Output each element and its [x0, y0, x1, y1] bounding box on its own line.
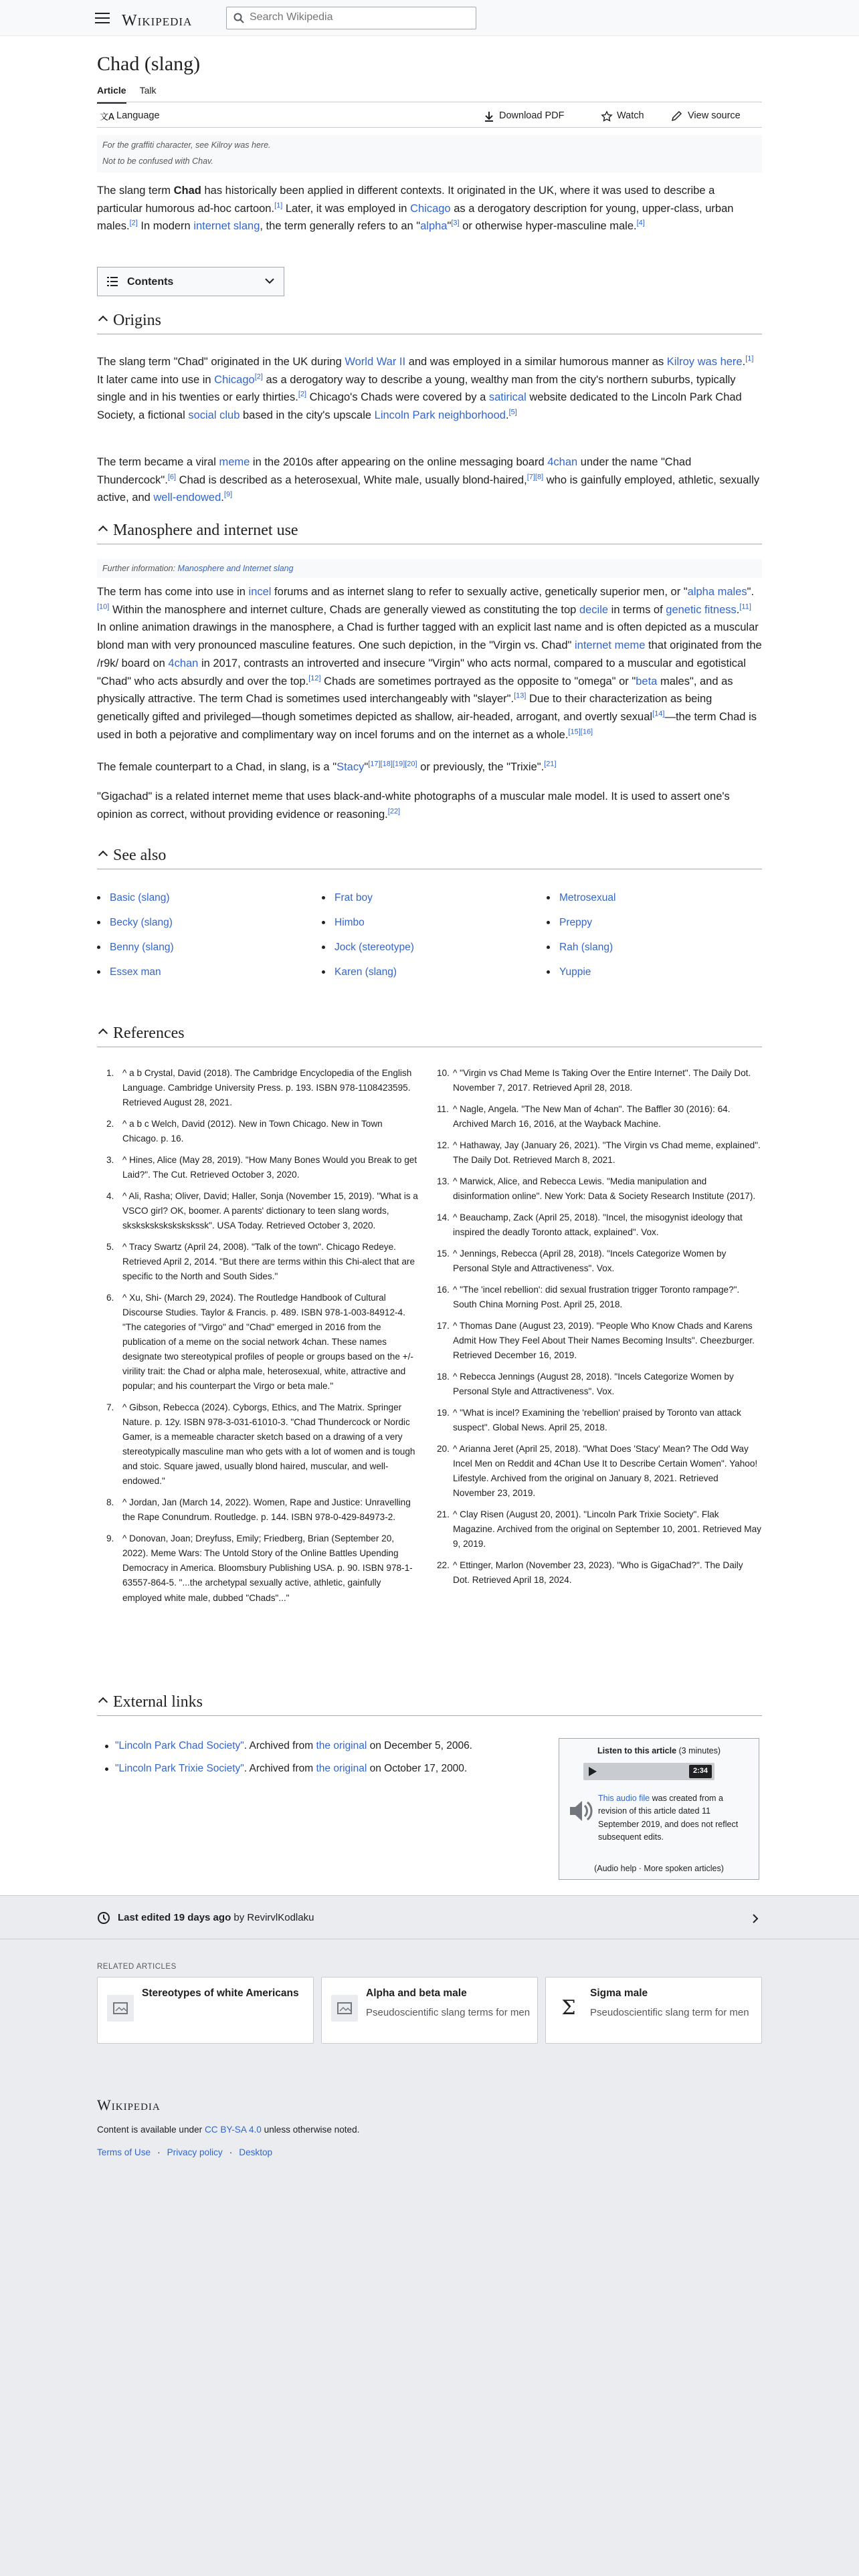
- footer-logo[interactable]: Wikipedia: [97, 2097, 161, 2113]
- reference-item[interactable]: 7. ^ Gibson, Rebecca (2024). Cyborgs, Ethics, and The Matrix. Springer Nature. p. 12y. ISBN 978-3-031-61010-3. "Chad Thundercock or Nordic Gamer, is a memeable character sketch based on a drawing of a very stereotypically masculine man who gets with a lot of women and is tough and stoic. Square jawed, usually blond haired, muscular, and well-endowed.": [106, 1402, 415, 1487]
- see-also-item[interactable]: Benny (slang): [97, 935, 174, 960]
- related-card-desc: Pseudoscientific slang terms for men: [366, 2007, 531, 2018]
- manosphere-paragraph-2: The female counterpart to a Chad, in slang, is a "Stacy"[17][18][19][20] or previously, the "Trixie".[21]: [97, 760, 557, 773]
- play-icon[interactable]: [589, 1767, 597, 1776]
- sigma-icon: Σ: [555, 1995, 582, 2022]
- manosphere-paragraph-3: "Gigachad" is a related internet meme that uses black-and-white photographs of a muscular male model. It is used to assert one's opinion as correct, without providing evidence or reasoning.[22]: [97, 790, 730, 821]
- link-alpha[interactable]: alpha: [420, 220, 448, 233]
- audio-file-link[interactable]: This audio file: [598, 1794, 650, 1803]
- section-heading-manosphere[interactable]: Manosphere and internet use: [97, 520, 762, 544]
- origins-paragraph-1: The slang term "Chad" originated in the UK during World War II and was employed in a similar humorous manner as Kilroy was here.[1] It later came into use in Chicago[2] as a derogatory way to describe a young, wealthy man from the city's northern suburbs, typically single and in his twenties or early thirties.[2] Chicago's Chads were covered by a satirical website dedicated to the Lincoln Park Chad Society, a fictional social club based in the city's upscale Lincoln Park neighborhood.[5]: [97, 354, 754, 422]
- reference-item[interactable]: 17. ^ Thomas Dane (August 23, 2019). "People Who Know Chads and Karens Admit How They Feel About Their Names Becoming Insults". Cheezburger. Retrieved December 16, 2019.: [437, 1321, 755, 1361]
- see-also-item[interactable]: Basic (slang): [97, 885, 174, 910]
- reference-item[interactable]: 4. ^ Ali, Rasha; Oliver, David; Haller, Sonja (November 15, 2019). "What is a VSCO girl? OK, boomer. A parents' dictionary to teen slang words, skskskskskskskskssk". USA Today. Retrieved October 3, 2020.: [106, 1191, 418, 1231]
- tab-talk[interactable]: Talk: [139, 85, 157, 96]
- reference-item[interactable]: 1. ^ a b Crystal, David (2018). The Cambridge Encyclopedia of the English Language. Cambridge University Press. p. 193. ISBN 978-1108423595. Retrieved August 28, 2021.: [106, 1068, 412, 1108]
- related-card[interactable]: [97, 1977, 314, 2044]
- reference-item[interactable]: 15. ^ Jennings, Rebecca (April 28, 2018). "Incels Categorize Women by Personal Style and Attractiveness". Vox.: [437, 1249, 727, 1274]
- contents-list-icon: [107, 277, 118, 286]
- external-links-list: [97, 1735, 472, 1780]
- page-title: Chad (slang): [97, 53, 201, 75]
- related-card-desc: Pseudoscientific slang term for men: [590, 2007, 749, 2018]
- see-also-item[interactable]: Frat boy: [322, 885, 414, 910]
- download-label: Download PDF: [499, 110, 565, 121]
- language-button[interactable]: [100, 108, 160, 124]
- reference-item[interactable]: 14. ^ Beauchamp, Zack (April 25, 2018). "Incel, the misogynist ideology that inspired the deadly Toronto attack, explained". Vox.: [437, 1212, 743, 1238]
- star-icon: [601, 111, 612, 122]
- see-also-item[interactable]: Preppy: [547, 910, 615, 935]
- last-editor: by RevirvlKodlaku: [231, 1912, 314, 1923]
- hatnote-graffiti[interactable]: For the graffiti character, see Kilroy was here.: [102, 140, 271, 150]
- contents-label: Contents: [127, 276, 174, 288]
- link-internet-slang[interactable]: internet slang: [193, 220, 260, 233]
- reference-item[interactable]: 16. ^ "The 'incel rebellion': did sexual frustration trigger Toronto rampage?". South China Morning Post. April 25, 2018.: [437, 1285, 740, 1310]
- reference-item[interactable]: 6. ^ Xu, Shi- (March 29, 2024). The Routledge Handbook of Cultural Discourse Studies. Taylor & Francis. p. 489. ISBN 978-1-003-84912-4. "The categories of "Virgo" and "Chad" emerged in 2016 from the publication of a meme on the social network 4chan. These names designate two stereotypical profiles of people or groups based on the +/- virility trait: the Chad or alpha male, heterosexual, white, attractive and popular; and his counterpart the Virgo or beta male.": [106, 1293, 413, 1392]
- reference-item[interactable]: 20. ^ Arianna Jeret (April 25, 2018). "What Does 'Stacy' Mean? The Odd Way Incel Men on Reddit and 4Chan Use It to Describe Certain Women". Yahoo! Lifestyle. Archived from the original on January 8, 2021. Retrieved November 23, 2019.: [437, 1444, 758, 1499]
- link-chicago[interactable]: Chicago: [410, 202, 451, 215]
- svg-text:文A: 文A: [100, 112, 114, 122]
- see-also-col-1: [97, 885, 174, 984]
- see-also-item[interactable]: Metrosexual: [547, 885, 615, 910]
- reference-item[interactable]: 2. ^ a b c Welch, David (2012). New in Town Chicago. New in Town Chicago. p. 16.: [106, 1119, 383, 1144]
- main-menu-icon[interactable]: [95, 11, 110, 24]
- language-label: Language: [116, 110, 160, 121]
- chevron-down-icon: [265, 278, 274, 285]
- reference-item[interactable]: 10. ^ "Virgin vs Chad Meme Is Taking Over the Entire Internet". The Daily Dot. November 7, 2017. Retrieved April 28, 2018.: [437, 1068, 751, 1093]
- reference-item[interactable]: 9. ^ Donovan, Joan; Dreyfuss, Emily; Friedberg, Brian (September 20, 2022). Meme Wars: The Untold Story of the Online Battles Upending Democracy in America. Bloomsbury Publishing USA. p. 90. ISBN 978-1-63557-864-5. "...the archetypal sexually active, athletic, gainfully employed white male, dubbed "Chads"...": [106, 1533, 413, 1603]
- related-card-title: Sigma male: [590, 1988, 648, 1999]
- chevron-right-icon: [752, 1914, 759, 1923]
- page-toolbar: [97, 102, 762, 128]
- collapse-icon: [98, 1029, 108, 1038]
- related-card-title: Alpha and beta male: [366, 1988, 467, 1999]
- view-source-button[interactable]: [671, 108, 741, 124]
- reference-item[interactable]: 18. ^ Rebecca Jennings (August 28, 2018). "Incels Categorize Women by Personal Style and Attractiveness". Vox.: [437, 1372, 734, 1397]
- reference-item[interactable]: 8. ^ Jordan, Jan (March 14, 2022). Women, Rape and Justice: Unravelling the Rape Conundrum. Routledge. p. 144. ISBN 978-0-429-84973-2.: [106, 1497, 411, 1523]
- see-also-col-2: [322, 885, 414, 984]
- see-also-item[interactable]: Jock (stereotype): [322, 935, 414, 960]
- related-heading: RELATED ARTICLES: [97, 1963, 177, 1971]
- section-heading-see-also[interactable]: See also: [97, 845, 762, 869]
- reference-item[interactable]: 5. ^ Tracy Swartz (April 24, 2008). "Talk of the town". Chicago Redeye. Retrieved April 2, 2014. "But there are terms within this Chi-alect that are specific to the North and South Sides.": [106, 1242, 415, 1282]
- wikipedia-logo[interactable]: Wikipedia: [122, 12, 193, 29]
- desktop-link[interactable]: Desktop: [239, 2147, 273, 2157]
- audio-help-link[interactable]: (Audio help · More spoken articles): [594, 1864, 724, 1873]
- related-card[interactable]: [321, 1977, 538, 2044]
- collapse-icon: [98, 1697, 108, 1707]
- top-header: [0, 0, 859, 36]
- history-icon: [97, 1911, 110, 1925]
- speaker-icon: [566, 1796, 593, 1826]
- image-placeholder-icon: [331, 1995, 358, 2022]
- collapse-icon: [98, 851, 108, 860]
- footer: Wikipedia Content is available under CC BY-SA 4.0 unless otherwise noted. Terms of Use · Privacy policy · Desktop: [97, 2093, 762, 2160]
- see-also-item[interactable]: Becky (slang): [97, 910, 174, 935]
- references-right-column: [437, 1066, 762, 1594]
- section-heading-origins[interactable]: Origins: [97, 310, 762, 334]
- hatnote-chav[interactable]: Not to be confused with Chav.: [102, 156, 213, 166]
- spoken-title: Listen to this article: [597, 1746, 677, 1755]
- references-left-column: [106, 1066, 421, 1612]
- last-edited-bar[interactable]: [0, 1895, 859, 1939]
- see-also-item[interactable]: Rah (slang): [547, 935, 615, 960]
- related-card[interactable]: [545, 1977, 762, 2044]
- tab-article[interactable]: Article: [97, 83, 126, 104]
- license-link[interactable]: CC BY-SA 4.0: [204, 2124, 262, 2135]
- collapse-icon: [98, 316, 108, 325]
- reference-item[interactable]: 21. ^ Clay Risen (August 20, 2001). "Lincoln Park Trixie Society". Flak Magazine. Archived from the original on September 10, 2001. Retrieved May 9, 2019.: [437, 1509, 761, 1549]
- view-source-label: View source: [688, 110, 741, 121]
- pencil-icon: [671, 111, 683, 122]
- spoken-article-box: Listen to this article (3 minutes) 2:34 This audio file was created from a revision of this article dated 11 September 2019, and does not reflect subsequent edits. (Audio help · More spoken articles): [559, 1738, 759, 1880]
- article-sheet: [0, 36, 859, 1895]
- related-card-title: Stereotypes of white Americans: [142, 1988, 299, 1999]
- download-icon: [484, 111, 494, 122]
- collapse-icon: [98, 526, 108, 535]
- origins-paragraph-2: The term became a viral meme in the 2010s after appearing on the online messaging board 4chan under the name "Chad Thundercock".[6] Chad is described as a heterosexual, White male, usually blond-haired,[7][8] who is gainfully employed, athletic, sexually active, and well-endowed.[9]: [97, 456, 759, 504]
- see-also-item[interactable]: Himbo: [322, 910, 414, 935]
- image-placeholder-icon: [107, 1995, 134, 2022]
- see-also-item[interactable]: Essex man: [97, 960, 174, 984]
- reference-item[interactable]: 13. ^ Marwick, Alice, and Rebecca Lewis. "Media manipulation and disinformation online". New York: Data & Society Research Institute (2017).: [437, 1176, 756, 1202]
- reference-item[interactable]: 3. ^ Hines, Alice (May 28, 2019). "How Many Bones Would you Break to get Laid?". The Cut. Retrieved October 3, 2020.: [106, 1155, 417, 1180]
- spoken-duration: (3 minutes): [678, 1746, 721, 1755]
- related-articles: [97, 1961, 762, 2020]
- see-also-item[interactable]: Karen (slang): [322, 960, 414, 984]
- reference-item[interactable]: 11. ^ Nagle, Angela. "The New Man of 4chan". The Baffler 30 (2016): 64. Archived March 16, 2016, at the Wayback Machine.: [437, 1104, 731, 1130]
- external-link-item[interactable]: "Lincoln Park Chad Society". Archived from the original on December 5, 2006.: [97, 1735, 472, 1757]
- section-heading-references[interactable]: References: [97, 1023, 762, 1047]
- manosphere-paragraph-1: The term has come into use in incel forums and as internet slang to refer to sexually active, genetically superior men, or "alpha males".[10] Within the manosphere and internet culture, Chads are generally viewed as constituting the top decile in terms of genetic fitness.[11] In online animation drawings in the manosphere, a Chad is further tagged with an explicit last name and is often depicted as a muscular blond man with very pronounced masculine features. One such depiction, in the "Virgin vs. Chad" internet meme that originated from the /r9k/ board on 4chan in 2017, contrasts an introverted and insecure "Virgin" who acts normal, compared to a muscular and egotistical "Chad" who acts absurdly and over the top.[12] Chads are sometimes portrayed as the opposite to "omega" or "beta males", and as physically attractive. The term Chad is sometimes used interchangeably with "slayer".[13] Due to their characterization as being genetically gifted and privileged—though sometimes depicted as shallow, air-headed, arrogant, and overtly sexual[14]—the term Chad is used in both a pejorative and complimentary way on incel forums and on the internet as a whole.[15][16]: [97, 586, 762, 741]
- language-icon: [100, 111, 112, 122]
- watch-button[interactable]: [601, 108, 644, 124]
- terms-link[interactable]: Terms of Use: [97, 2147, 151, 2157]
- see-also-col-3: [547, 885, 615, 984]
- lead-paragraph: The slang term Chad has historically been applied in different contexts. It originated in the UK, where it was used to describe a particular humorous ad-hoc cartoon.[1] Later, it was employed in Chicago as a derogatory description for young, upper-class, urban males.[2] In modern internet slang, the term generally refers to an "alpha"[3] or otherwise hyper-masculine male.[4]: [97, 185, 734, 233]
- further-information: Further information: Manosphere and Internet slang: [97, 559, 762, 578]
- privacy-link[interactable]: Privacy policy: [167, 2147, 223, 2157]
- audio-time: 2:34: [689, 1765, 712, 1778]
- search-input[interactable]: [250, 11, 464, 23]
- reference-item[interactable]: 12. ^ Hathaway, Jay (January 26, 2021). "The Virgin vs Chad meme, explained". The Daily Dot. Retrieved March 8, 2021.: [437, 1140, 761, 1166]
- hatnote: [97, 135, 762, 173]
- reference-item[interactable]: 22. ^ Ettinger, Marlon (November 23, 2023). "Who is GigaChad?". The Daily Dot. Retrieved April 18, 2024.: [437, 1560, 743, 1586]
- search-icon: [233, 13, 244, 23]
- watch-label: Watch: [617, 110, 644, 121]
- section-heading-external-links[interactable]: External links: [97, 1692, 762, 1716]
- external-link-item[interactable]: "Lincoln Park Trixie Society". Archived from the original on October 17, 2000.: [97, 1757, 472, 1780]
- see-also-item[interactable]: Yuppie: [547, 960, 615, 984]
- download-pdf-button[interactable]: [484, 108, 565, 124]
- reference-item[interactable]: 19. ^ "What is incel? Examining the 'rebellion' praised by Toronto van attack suspect". Global News. April 25, 2018.: [437, 1408, 741, 1433]
- search-box[interactable]: [226, 7, 476, 29]
- last-edited-text: Last edited 19 days ago: [118, 1912, 231, 1923]
- audio-player[interactable]: [583, 1763, 714, 1780]
- contents-toggle[interactable]: [97, 267, 284, 296]
